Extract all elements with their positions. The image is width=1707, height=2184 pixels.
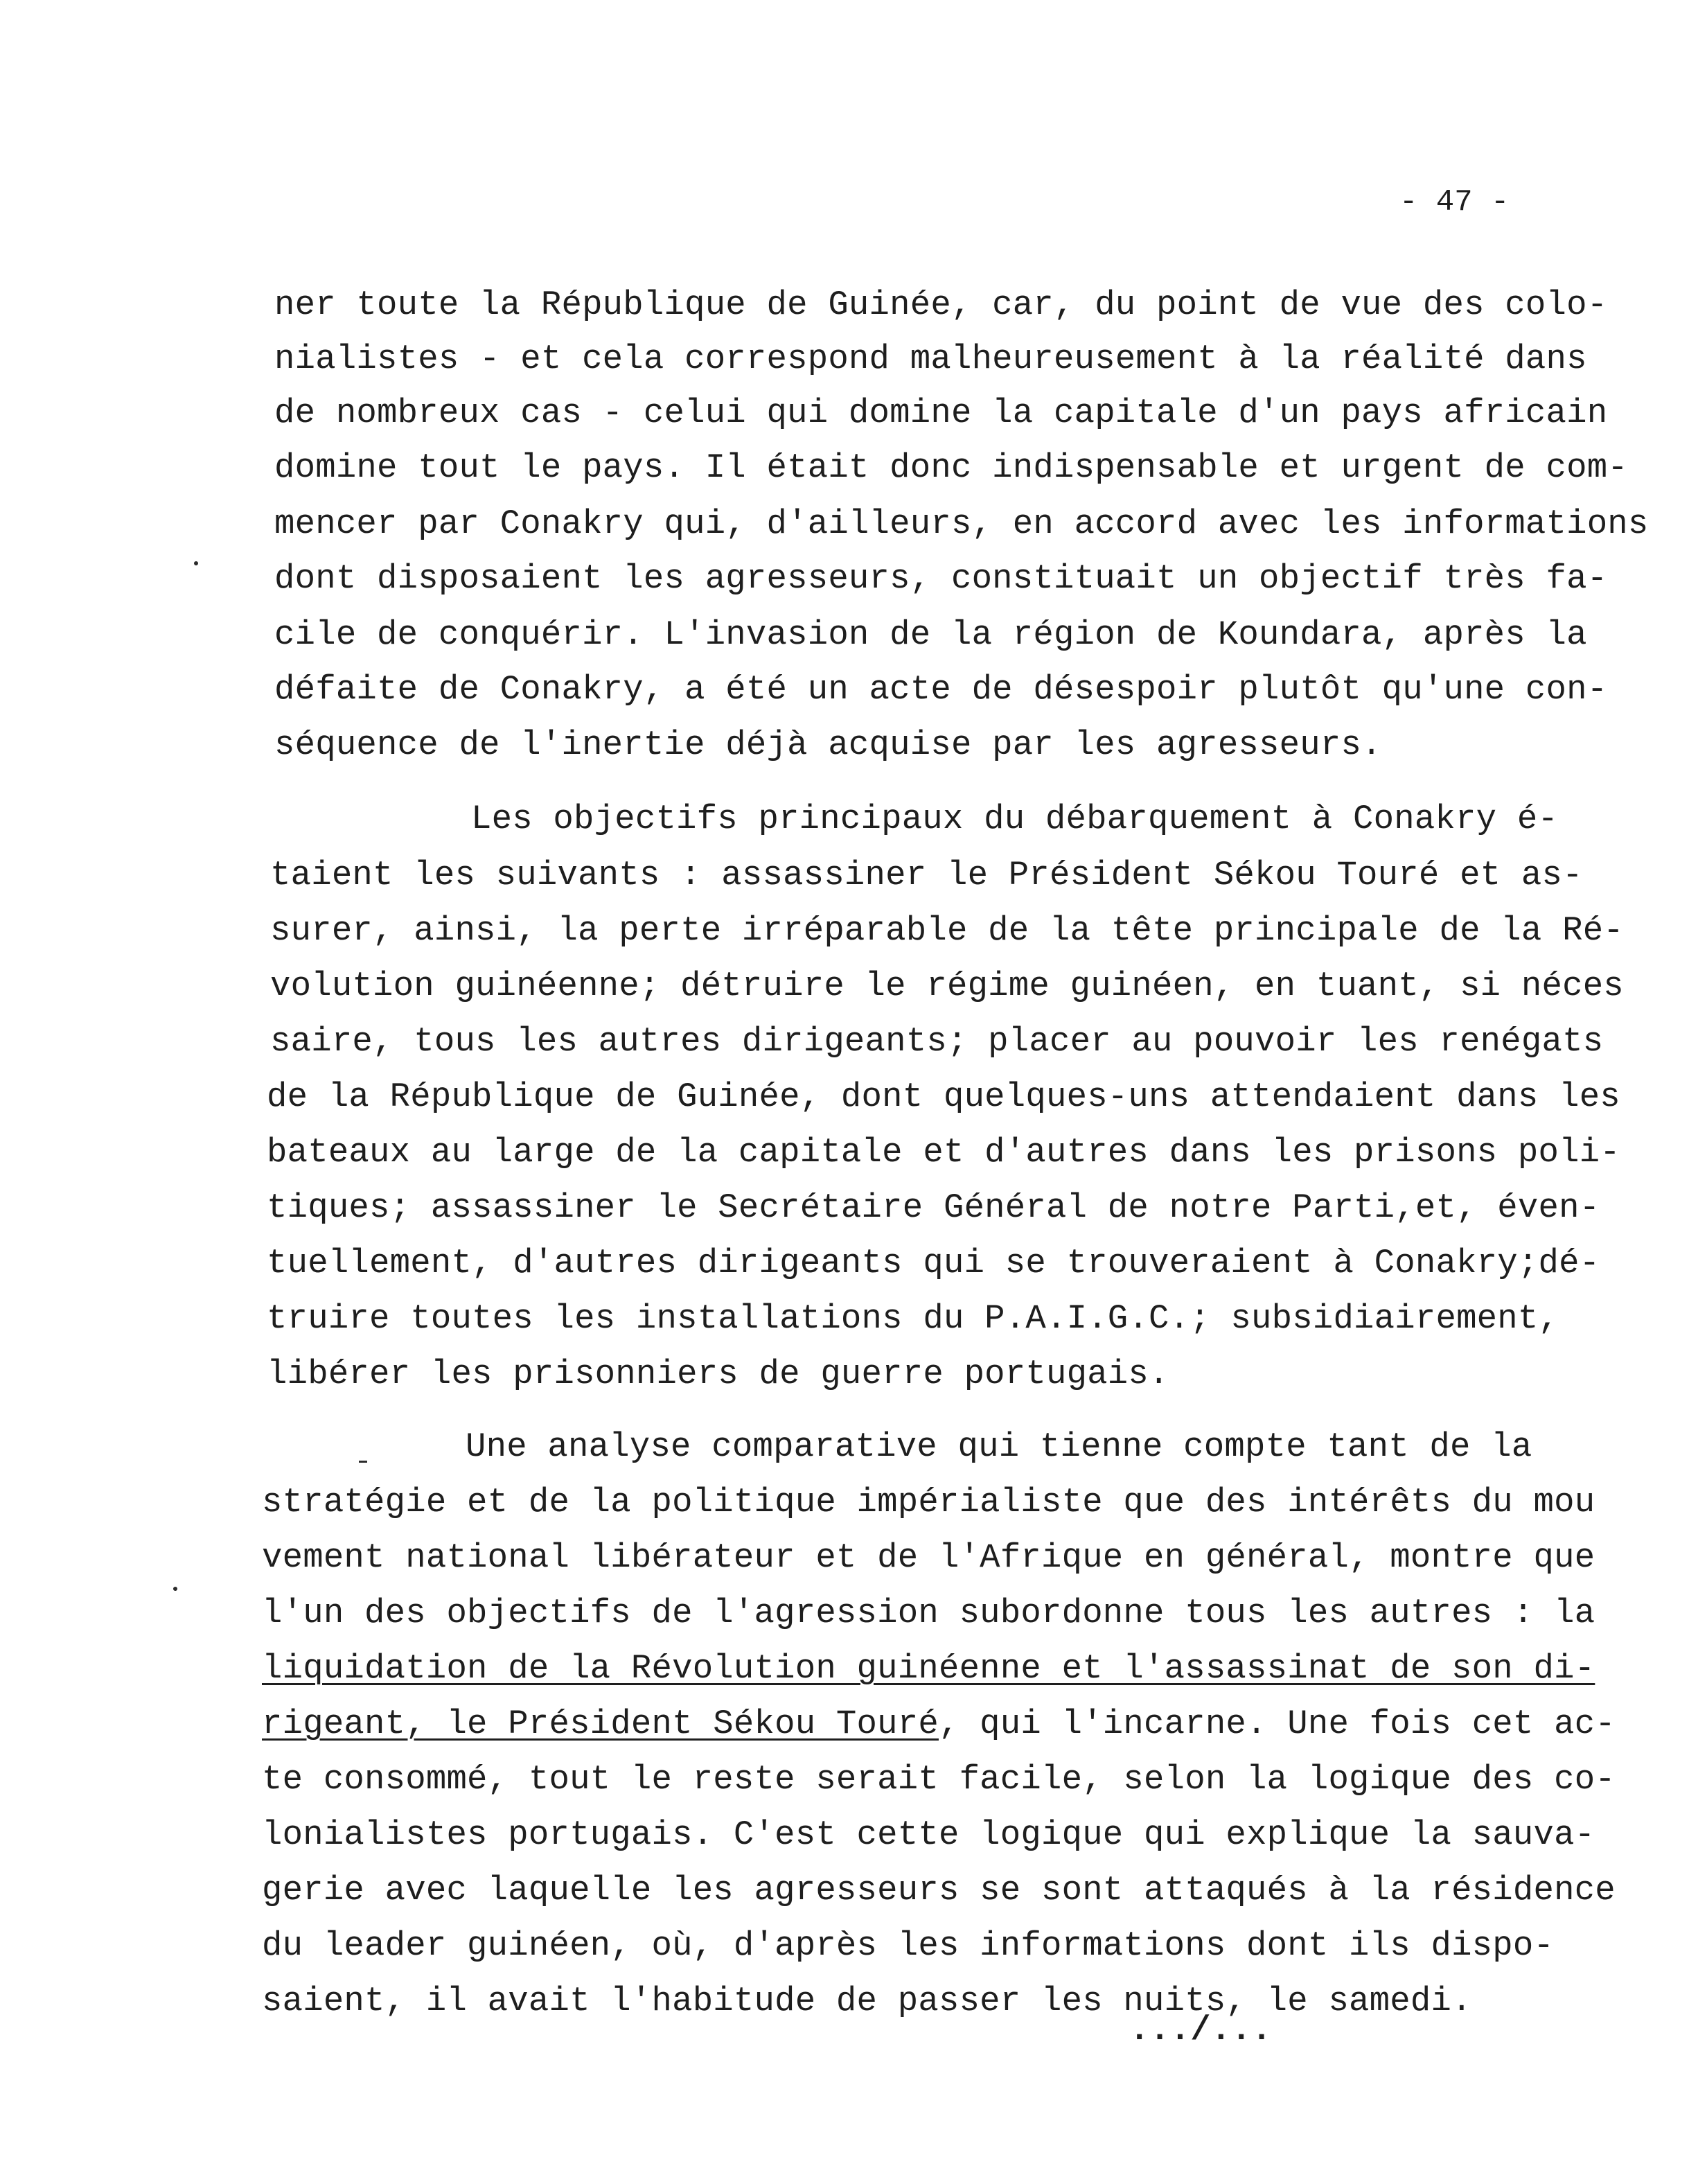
text-line: vement national libérateur et de l'Afrique en général, montre que xyxy=(262,1538,1595,1577)
page-number: - 47 - xyxy=(1399,185,1510,220)
text-line: dont disposaient les agresseurs, constituait un objectif très fa- xyxy=(274,559,1608,598)
text-line: surer, ainsi, la perte irréparable de la tête principale de la Ré- xyxy=(270,911,1624,950)
text-line: de la République de Guinée, dont quelques-uns attendaient dans les xyxy=(267,1077,1620,1116)
text-line: de nombreux cas - celui qui domine la capitale d'un pays africain xyxy=(274,394,1608,432)
text-line: l'un des objectifs de l'agression subordonne tous les autres : la xyxy=(262,1594,1595,1632)
text-line: stratégie et de la politique impérialiste que des intérêts du mou xyxy=(262,1483,1595,1522)
text-line: cile de conquérir. L'invasion de la région de Koundara, après la xyxy=(274,615,1587,654)
text-line: truire toutes les installations du P.A.I.G.C.; subsidiairement, xyxy=(267,1299,1559,1338)
text-line: du leader guinéen, où, d'après les informations dont ils dispo- xyxy=(262,1926,1555,1965)
scan-speck xyxy=(173,1587,177,1591)
underlined-text: rigeant, le Président Sékou Touré xyxy=(262,1705,939,1743)
text-line: lonialistes portugais. C'est cette logique qui explique la sauva- xyxy=(262,1815,1595,1854)
text-line: défaite de Conakry, a été un acte de désespoir plutôt qu'une con- xyxy=(274,670,1608,709)
text-line: nialistes - et cela correspond malheureusement à la réalité dans xyxy=(274,340,1587,378)
text-line: saient, il avait l'habitude de passer les nuits, le samedi. xyxy=(262,1982,1472,2020)
text-line: libérer les prisonniers de guerre portugais. xyxy=(267,1355,1169,1393)
text-line: tiques; assassiner le Secrétaire Général de notre Parti,et, éven- xyxy=(267,1188,1600,1227)
text-line: saire, tous les autres dirigeants; placer au pouvoir les renégats xyxy=(270,1022,1604,1061)
scan-speck xyxy=(359,1461,367,1463)
underlined-text-line: liquidation de la Révolution guinéenne et l'assassinat de son di- xyxy=(262,1649,1595,1688)
text-line: taient les suivants : assassiner le Président Sékou Touré et as- xyxy=(270,856,1583,895)
text-line: mencer par Conakry qui, d'ailleurs, en accord avec les informations xyxy=(274,504,1649,543)
text-span: , qui l'incarne. Une fois cet ac- xyxy=(938,1705,1616,1743)
text-line: ner toute la République de Guinée, car, du point de vue des colo- xyxy=(274,285,1608,324)
text-line: Les objectifs principaux du débarquement à Conakry é- xyxy=(471,800,1559,838)
text-line: volution guinéenne; détruire le régime guinéen, en tuant, si néces xyxy=(270,967,1624,1005)
text-line xyxy=(262,1702,1616,1746)
text-line: séquence de l'inertie déjà acquise par les agresseurs. xyxy=(274,725,1382,764)
text-line: domine tout le pays. Il était donc indispensable et urgent de com- xyxy=(274,448,1628,487)
text-line: bateaux au large de la capitale et d'autres dans les prisons poli- xyxy=(267,1133,1620,1172)
text-line: tuellement, d'autres dirigeants qui se trouveraient à Conakry;dé- xyxy=(267,1244,1600,1283)
text-line: te consommé, tout le reste serait facile, selon la logique des co- xyxy=(262,1760,1616,1799)
text-line: Une analyse comparative qui tienne compte tant de la xyxy=(466,1427,1532,1466)
continuation-mark: .../... xyxy=(1129,2011,1272,2050)
scan-speck xyxy=(194,561,198,565)
text-line: gerie avec laquelle les agresseurs se sont attaqués à la résidence xyxy=(262,1871,1616,1910)
